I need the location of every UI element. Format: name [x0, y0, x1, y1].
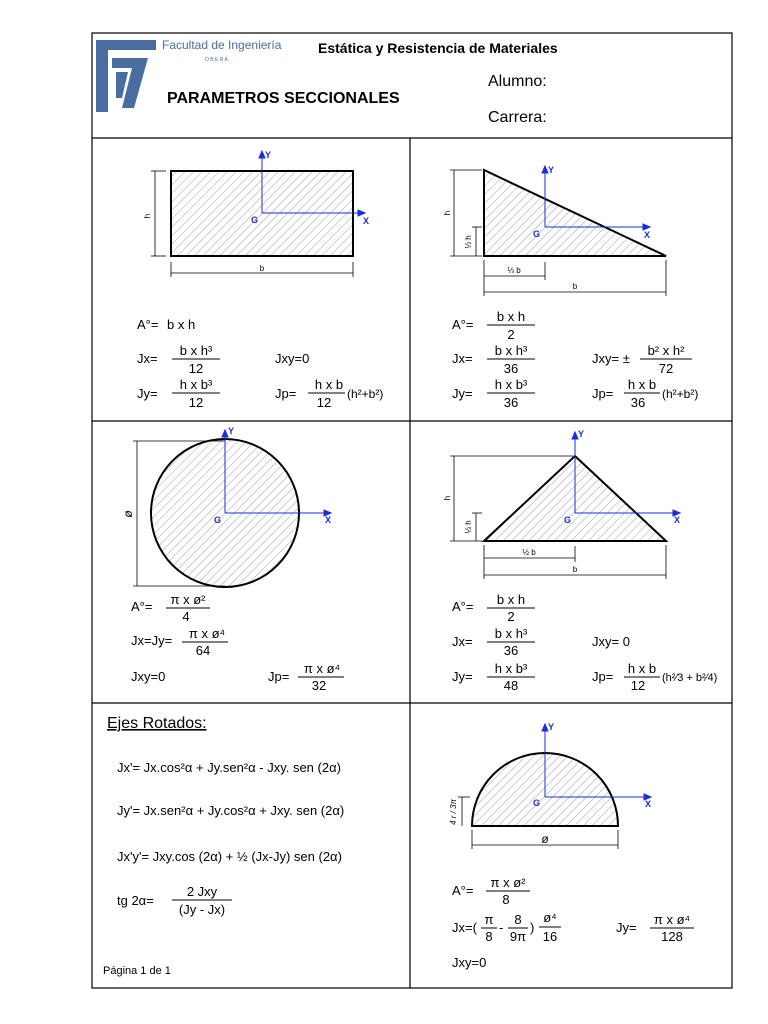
- right-triangle-jxy-label: Jxy= ±: [592, 351, 630, 366]
- right-triangle-area-num: b x h: [496, 309, 526, 324]
- right-triangle-shape: [484, 170, 666, 256]
- circle-jxy-zero: Jxy=0: [131, 669, 166, 684]
- isosceles-triangle-jp-num: h x b: [627, 661, 657, 676]
- right-triangle-jp-den: 36: [630, 395, 646, 410]
- circle-jp-den: 32: [311, 678, 327, 693]
- course-title: Estática y Resistencia de Materiales: [318, 40, 558, 56]
- rectangle-area-expr: b x h: [167, 317, 196, 332]
- rectangle-jp-tail: (h²+b²): [347, 387, 384, 401]
- circle-area-num: π x ø²: [170, 592, 206, 607]
- isosceles-triangle-jy-den: 48: [503, 678, 519, 693]
- semicircle-jx-f1-num: π: [484, 912, 494, 927]
- rectangle-jy-label: Jy=: [137, 386, 158, 401]
- rectangle-area-label: A°=: [137, 317, 159, 332]
- student-label: Alumno:: [488, 73, 547, 90]
- page-title: PARAMETROS SECCIONALES: [167, 90, 400, 107]
- institution-subtitle: O B E R A: [205, 57, 228, 63]
- isosceles-triangle-jx-label: Jx=: [452, 634, 473, 649]
- semicircle-jx-minus: -: [499, 920, 504, 935]
- isosceles-triangle-area-num: b x h: [496, 592, 526, 607]
- semicircle-jx-f3-num: ø⁴: [543, 910, 557, 925]
- isosceles-triangle-x-axis-label: X: [674, 515, 681, 525]
- circle-y-axis-label: Y: [228, 426, 235, 436]
- right-triangle-jp-num: h x b: [627, 377, 657, 392]
- isosceles-triangle-centroid-label: G: [564, 515, 572, 525]
- right-triangle-area-den: 2: [507, 327, 515, 342]
- circle-jp-num: π x ø⁴: [303, 661, 341, 676]
- semicircle-jx-f3-den: 16: [542, 929, 558, 944]
- rectangle-jy-num: h x b³: [179, 377, 213, 392]
- right-triangle-b-label: b: [572, 282, 578, 291]
- isosceles-triangle-b-label: b: [572, 565, 578, 574]
- right-triangle-jy-num: h x b³: [494, 377, 528, 392]
- rectangle-jp-den: 12: [316, 395, 332, 410]
- circle-jp-label: Jp=: [268, 669, 290, 684]
- semicircle-section: [449, 722, 694, 970]
- right-triangle-jy-den: 36: [503, 395, 519, 410]
- isosceles-triangle-area-den: 2: [507, 609, 515, 624]
- semicircle-jxy: Jxy=0: [452, 955, 487, 970]
- circle-centroid-label: G: [214, 515, 222, 525]
- institution-name: Facultad de Ingeniería: [162, 38, 282, 52]
- isosceles-triangle-section: [443, 429, 717, 693]
- isosceles-triangle-jp-den: 12: [630, 678, 646, 693]
- tg-den: (Jy - Jx): [178, 902, 226, 917]
- right-triangle-jx-label: Jx=: [452, 351, 473, 366]
- right-triangle-jy-label: Jy=: [452, 386, 473, 401]
- semicircle-diameter-label: ø: [541, 832, 549, 846]
- rectangle-jx-label: Jx=: [137, 351, 158, 366]
- right-triangle-centroid-label: G: [533, 229, 541, 239]
- right-triangle-section: [443, 165, 698, 410]
- page-number: Página 1 de 1: [103, 965, 171, 977]
- semicircle-y-axis-label: Y: [548, 722, 555, 732]
- right-triangle-jx-num: b x h³: [494, 343, 528, 358]
- rotated-axes-section: [107, 715, 344, 917]
- semicircle-jx-f2-den: 9π: [509, 929, 527, 944]
- rectangle-h-label: h: [143, 213, 152, 219]
- rectangle-x-axis-label: X: [363, 216, 370, 226]
- circle-jxjy-num: π x ø⁴: [188, 626, 226, 641]
- rotated-jxy-formula: Jx'y'= Jxy.cos (2α) + ½ (Jx-Jy) sen (2α): [117, 849, 342, 864]
- isosceles-triangle-third-h-label: ⅓ h: [464, 520, 473, 534]
- isosceles-triangle-jxy: Jxy= 0: [592, 634, 630, 649]
- circle-section: [121, 426, 344, 693]
- semicircle-jy-num: π x ø⁴: [653, 912, 691, 927]
- semicircle-x-axis-label: X: [645, 799, 652, 809]
- right-triangle-jx-den: 36: [503, 361, 519, 376]
- circle-area-label: A°=: [131, 599, 153, 614]
- semicircle-centroid-label: G: [533, 798, 541, 808]
- isosceles-triangle-jy-num: h x b³: [494, 661, 528, 676]
- tg-label: tg 2α=: [117, 893, 154, 908]
- rotated-jx-formula: Jx'= Jx.cos²α + Jy.sen²α - Jxy. sen (2α): [117, 760, 341, 775]
- circle-x-axis-label: X: [325, 515, 332, 525]
- circle-diameter-label: ø: [121, 510, 135, 518]
- isosceles-triangle-h-label: h: [443, 495, 452, 501]
- semicircle-jx-label: Jx=(: [452, 920, 477, 935]
- rectangle-y-axis-label: Y: [265, 150, 272, 160]
- rectangle-jx-den: 12: [188, 361, 204, 376]
- isosceles-triangle-area-label: A°=: [452, 599, 474, 614]
- career-label: Carrera:: [488, 109, 547, 126]
- circle-jxjy-label: Jx=Jy=: [131, 633, 173, 648]
- semicircle-area-label: A°=: [452, 883, 474, 898]
- right-triangle-third-h-label: ⅓ h: [464, 235, 473, 249]
- right-triangle-jxy-den: 72: [658, 361, 674, 376]
- rectangle-jp-num: h x b: [314, 377, 344, 392]
- semicircle-area-num: π x ø²: [490, 875, 526, 890]
- rectangle-centroid-label: G: [251, 215, 259, 225]
- semicircle-jy-label: Jy=: [616, 920, 637, 935]
- circle-area-den: 4: [182, 609, 190, 624]
- isosceles-triangle-jy-label: Jy=: [452, 669, 473, 684]
- rectangle-b-label: b: [259, 264, 265, 273]
- right-triangle-x-axis-label: X: [644, 230, 651, 240]
- rotated-axes-title: Ejes Rotados:: [107, 715, 207, 732]
- right-triangle-third-b-label: ⅓ b: [507, 266, 521, 275]
- isosceles-triangle-half-b-label: ½ b: [522, 548, 536, 557]
- semicircle-centroid-distance-label: 4 r / 3π: [449, 799, 458, 825]
- isosceles-triangle-jp-tail: (h²⁄3 + b²⁄4): [662, 672, 718, 684]
- isosceles-triangle-jp-label: Jp=: [592, 669, 614, 684]
- right-triangle-jp-label: Jp=: [592, 386, 614, 401]
- right-triangle-jxy-num: b² x h²: [647, 343, 685, 358]
- rectangle-section: [137, 150, 383, 410]
- rectangle-jxy: Jxy=0: [275, 351, 310, 366]
- rectangle-jy-den: 12: [188, 395, 204, 410]
- right-triangle-jp-tail: (h²+b²): [662, 387, 699, 401]
- tg-num: 2 Jxy: [186, 884, 218, 899]
- faculty-logo: [96, 40, 156, 112]
- isosceles-triangle-jx-num: b x h³: [494, 626, 528, 641]
- semicircle-area-den: 8: [502, 892, 510, 907]
- isosceles-triangle-y-axis-label: Y: [578, 429, 585, 439]
- semicircle-jy-den: 128: [661, 929, 683, 944]
- rotated-jy-formula: Jy'= Jx.sen²α + Jy.cos²α + Jxy. sen (2α): [117, 803, 345, 818]
- circle-jxjy-den: 64: [195, 643, 211, 658]
- semicircle-jx-close: ): [530, 920, 535, 935]
- rectangle-jp-label: Jp=: [275, 386, 297, 401]
- semicircle-jx-f2-num: 8: [514, 912, 522, 927]
- rectangle-jx-num: b x h³: [179, 343, 213, 358]
- right-triangle-area-label: A°=: [452, 317, 474, 332]
- semicircle-jx-f1-den: 8: [485, 929, 493, 944]
- right-triangle-y-axis-label: Y: [548, 165, 555, 175]
- isosceles-triangle-jx-den: 36: [503, 643, 519, 658]
- right-triangle-h-label: h: [443, 210, 452, 216]
